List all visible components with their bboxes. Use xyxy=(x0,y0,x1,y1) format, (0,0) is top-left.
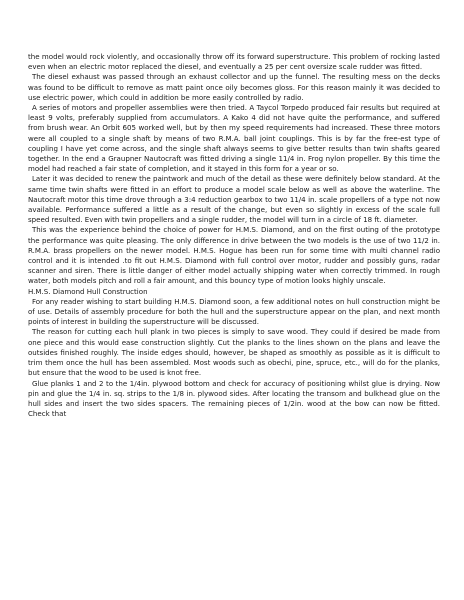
body-paragraph: Later it was decided to renew the paintwork and much of the detail as these were definitely below standard. At the same time twin shafts were fitted in an effort to produce a model scale below as well as above the waterline. The Nautocraft motor this time drove through a 3:4 reduction gearbox to two 11/4 in. scale propellers of a type not now available. Performance suffered a little as a result of the change, but even so slightly in excess of the scale full speed resulted. Even with twin propellers and a single rudder, the model will turn in a circle of 18 ft. diameter. xyxy=(28,174,440,225)
document-page xyxy=(28,52,440,419)
body-paragraph: For any reader wishing to start building H.M.S. Diamond soon, a few additional notes on hull construction might be of use. Details of assembly procedure for both the hull and the superstructure appear on the plan, and next month points of interest in building the superstructure will be discussed. xyxy=(28,296,440,327)
body-paragraph: The diesel exhaust was passed through an exhaust collector and up the funnel. The resulting mess on the decks was found to be difficult to remove as matt paint once oily becomes gloss. For this reason mainly it was decided to use electric power, which could in addition be more easily controlled by radio. xyxy=(28,72,440,102)
body-paragraph: The reason for cutting each hull plank in two pieces is simply to save wood. They could if desired be made from one piece and this would ease construction slightly. Cut the planks to the lines shown on the plans and leave the outsides finished roughly. The inside edges should, however, be shaped as smoothly as possible as it is difficult to trim them once the hull has been assembled. Most woods such as obechi, pine, spruce, etc., will do for the planks, but ensure that the wood to be used is knot free. xyxy=(28,327,440,378)
body-paragraph: This was the experience behind the choice of power for H.M.S. Diamond, and on the first outing of the prototype the performance was quite pleasing. The only difference in drive between the two models is the use of two 11/2 in. R.M.A. brass propellers on the newer model. H.M.S. Hogue has been run for some time with multi channel radio control and it is intended .to fit out H.M.S. Diamond with full control over motor, rudder and possibly guns, radar scanner and siren. There is little danger of either model actually shipping water when correctly trimmed. In rough water, both models pitch and roll a fair amount, and this bouncy type of motion looks highly unscale. xyxy=(28,225,440,286)
section-heading: H.M.S. Diamond Hull Construction xyxy=(28,286,148,296)
body-paragraph: Glue planks 1 and 2 to the 1/4in. plywood bottom and check for accuracy of positioning whilst glue is drying. Now pin and glue the 1/4 in. sq. strips to the 1/8 in. plywood sides. After locating the transom and bulkhead glue on the hull sides and insert the two sides spacers. The remaining pieces of 1/2in. wood at the bow can now be fitted. Check that xyxy=(28,378,440,419)
body-paragraph: the model would rock violently, and occasionally throw off its forward superstructure. This problem of rocking lasted even when an electric motor replaced the diesel, and eventually a 25 per cent oversize scale rudder was fitted. xyxy=(28,52,440,72)
body-paragraph: A series of motors and propeller assemblies were then tried. A Taycol Torpedo produced fair results but required at least 9 volts, preferably supplied from accumulators. A Kako 4 did not have quite the performance, and suffered from brush wear. An Orbit 605 worked well, but by then my speed requirements had increased. These three motors were all coupled to a single shaft by means of two R.M.A. ball joint couplings. This is by far the free-est type of coupling I have yet come across, and the single shaft always seems to give better results than twin shafts geared together. In the end a Graupner Nautocraft was fitted driving a single 11/4 in. Frog nylon propeller. By this time the model had reached a fair state of completion, and it stayed in this form for a year or so. xyxy=(28,103,440,174)
